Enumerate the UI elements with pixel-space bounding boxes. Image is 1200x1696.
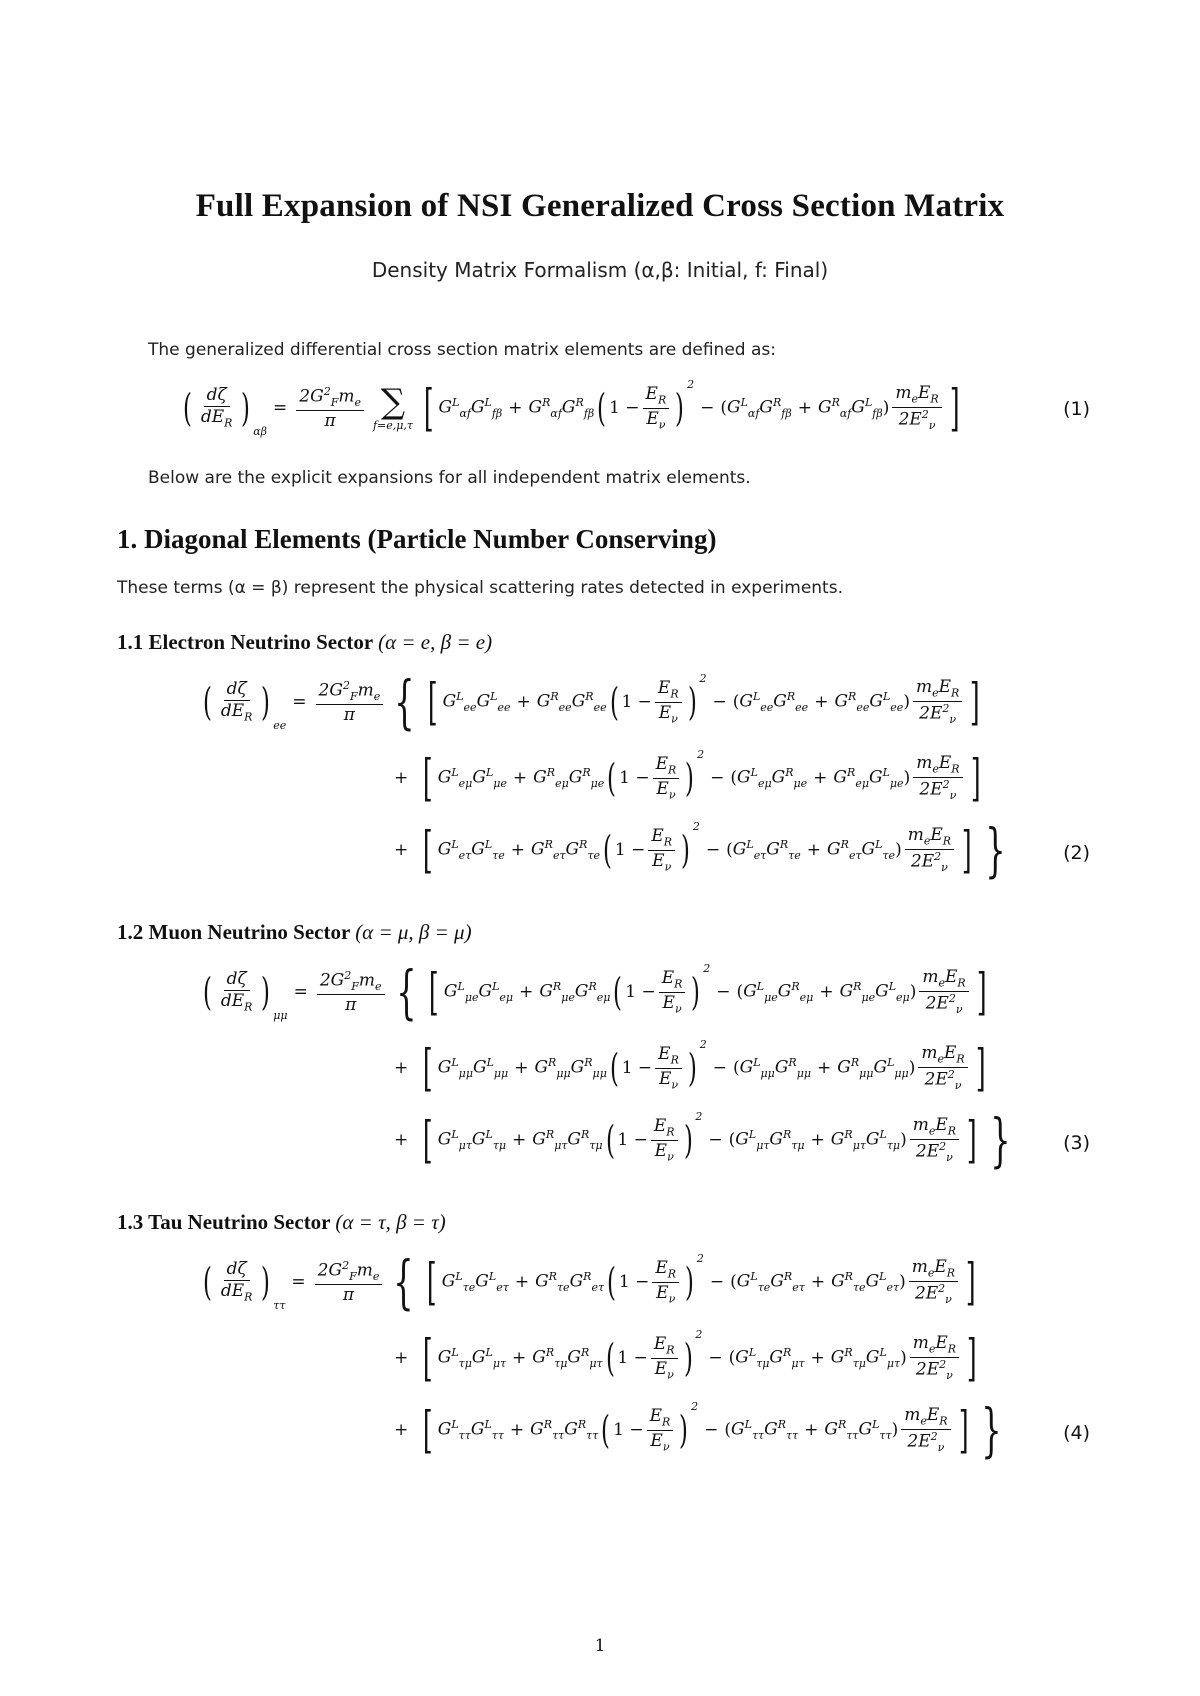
equation-term-row: ( $\frac{d\zeta}{dE_R}$ ) $_{ee}$ = $\frac{2G^2_Fm_e}{\pi}$ { [ $G^L_{ee}G^L_{ee}$ + $G^R_{ee}G^R_{ee}$ ( 1 − $\frac{E_R}{E_\nu}$ ) $^2$ − ( $G^L_{ee}G^R_{ee}$ + $G^R_{ee}G^L_{ee}$ ) $\frac{m_eE_R}{2E^2_\nu}$ ] <box>202 668 980 736</box>
equation-term-row: + [ $G^L_{e\mu}G^L_{\mu e}$ + $G^R_{e\mu}G^R_{\mu e}$ ( 1 − $\frac{E_R}{E_\nu}$ ) $^2$ − ( $G^L_{e\mu}G^R_{\mu e}$ + $G^R_{e\mu}G^L_{\mu e}$ ) $\frac{m_eE_R}{2E^2_\nu}$ ] <box>394 748 981 807</box>
page-title: Full Expansion of NSI Generalized Cross Section Matrix <box>195 188 1005 224</box>
equation-term-row: + [ $G^L_{\tau\tau}G^L_{\tau\tau}$ + $G^R_{\tau\tau}G^R_{\tau\tau}$ ( 1 − $\frac{E_R}{E_\nu}$ ) $^2$ − ( $G^L_{\tau\tau}G^R_{\tau\tau}$ + $G^R_{\tau\tau}G^L_{\tau\tau}$ ) $\frac{m_eE_R}{2E^2_\nu}$ ] } <box>394 1396 1002 1464</box>
section-1-title: 1. Diagonal Elements (Particle Number Conserving) <box>117 524 717 554</box>
equation-term-row: + [ $G^L_{\tau\mu}G^L_{\mu\tau}$ + $G^R_{\tau\mu}G^R_{\mu\tau}$ ( 1 − $\frac{E_R}{E_\nu}$ ) $^2$ − ( $G^L_{\tau\mu}G^R_{\mu\tau}$ + $G^R_{\tau\mu}G^L_{\mu\tau}$ ) $\frac{m_eE_R}{2E^2_\nu}$ ] <box>394 1328 977 1387</box>
subsection-heading: 1.1 Electron Neutrino Sector (α = e, β = e) <box>117 630 493 654</box>
equation-3 <box>0 958 1200 1192</box>
page-number: 1 <box>594 1636 606 1656</box>
equation-number: (1) <box>1063 398 1090 420</box>
intro-text: The generalized differential cross section matrix elements are defined as: <box>148 340 776 360</box>
below-text: Below are the explicit expansions for all independent matrix elements. <box>148 468 751 488</box>
subsection-heading: 1.3 Tau Neutrino Sector (α = τ, β = τ) <box>117 1210 446 1234</box>
equation-1-body: ( $\frac{d\zeta}{dE_R}$ ) $_{\alpha\beta}$ = $\frac{2G^2_Fm_e}{\pi}$ ∑ f=e,μ,τ [ $G^L_{\alpha f}G^L_{f\beta}$ + $G^R_{\alpha f}G^R_{f\beta}$ ( 1 − $\frac{E_R}{E_\nu}$ ) $^2$ − ( $G^L_{\alpha f}G^R_{f\beta}$ + $G^R_{\alpha f}G^L_{f\beta}$ ) $\frac{m_eE_R}{2E^2_\nu}$ ] <box>182 378 960 438</box>
equation-2 <box>0 668 1200 902</box>
equation-term-row: + [ $G^L_{\mu\mu}G^L_{\mu\mu}$ + $G^R_{\mu\mu}G^R_{\mu\mu}$ ( 1 − $\frac{E_R}{E_\nu}$ ) $^2$ − ( $G^L_{\mu\mu}G^R_{\mu\mu}$ + $G^R_{\mu\mu}G^L_{\mu\mu}$ ) $\frac{m_eE_R}{2E^2_\nu}$ ] <box>394 1038 986 1097</box>
equation-number: (2) <box>1063 842 1090 864</box>
equation-term-row: ( $\frac{d\zeta}{dE_R}$ ) $_{\tau\tau}$ = $\frac{2G^2_Fm_e}{\pi}$ { [ $G^L_{\tau e}G^L_{e\tau}$ + $G^R_{\tau e}G^R_{e\tau}$ ( 1 − $\frac{E_R}{E_\nu}$ ) $^2$ − ( $G^L_{\tau e}G^R_{e\tau}$ + $G^R_{\tau e}G^L_{e\tau}$ ) $\frac{m_eE_R}{2E^2_\nu}$ ] <box>202 1248 976 1316</box>
section-1-description: These terms (α = β) represent the physical scattering rates detected in experiments. <box>117 578 843 598</box>
equation-1 <box>0 370 1200 450</box>
equation-term-row: + [ $G^L_{\mu\tau}G^L_{\tau\mu}$ + $G^R_{\mu\tau}G^R_{\tau\mu}$ ( 1 − $\frac{E_R}{E_\nu}$ ) $^2$ − ( $G^L_{\mu\tau}G^R_{\tau\mu}$ + $G^R_{\mu\tau}G^L_{\tau\mu}$ ) $\frac{m_eE_R}{2E^2_\nu}$ ] } <box>394 1106 1011 1174</box>
subsection-heading: 1.2 Muon Neutrino Sector (α = μ, β = μ) <box>117 920 472 944</box>
equation-term-row: + [ $G^L_{e\tau}G^L_{\tau e}$ + $G^R_{e\tau}G^R_{\tau e}$ ( 1 − $\frac{E_R}{E_\nu}$ ) $^2$ − ( $G^L_{e\tau}G^R_{\tau e}$ + $G^R_{e\tau}G^L_{\tau e}$ ) $\frac{m_eE_R}{2E^2_\nu}$ ] } <box>394 816 1006 884</box>
equation-4 <box>0 1248 1200 1482</box>
equation-number: (3) <box>1063 1132 1090 1154</box>
equation-number: (4) <box>1063 1422 1090 1444</box>
page-subtitle: Density Matrix Formalism (α,β: Initial, f: Final) <box>371 258 829 282</box>
equation-term-row: ( $\frac{d\zeta}{dE_R}$ ) $_{\mu\mu}$ = $\frac{2G^2_Fm_e}{\pi}$ { [ $G^L_{\mu e}G^L_{e\mu}$ + $G^R_{\mu e}G^R_{e\mu}$ ( 1 − $\frac{E_R}{E_\nu}$ ) $^2$ − ( $G^L_{\mu e}G^R_{e\mu}$ + $G^R_{\mu e}G^L_{e\mu}$ ) $\frac{m_eE_R}{2E^2_\nu}$ ] <box>202 958 987 1026</box>
